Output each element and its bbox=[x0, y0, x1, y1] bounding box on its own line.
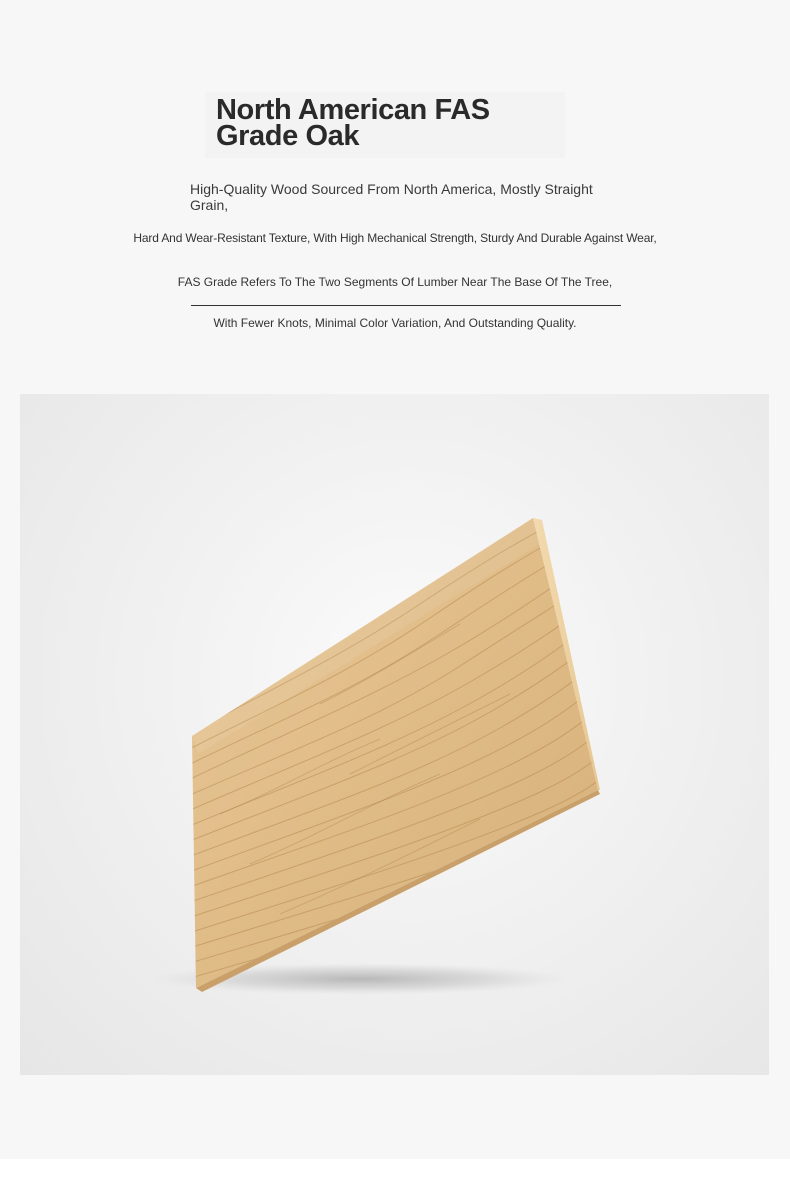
product-photo-panel bbox=[20, 394, 769, 1075]
section-divider bbox=[191, 305, 621, 306]
oak-board-illustration bbox=[20, 394, 769, 1075]
page-title: North American FAS Grade Oak bbox=[216, 94, 490, 152]
detail-line-fas-grade: FAS Grade Refers To The Two Segments Of Lumber Near The Base Of The Tree, bbox=[177, 275, 613, 289]
intro-subtitle: High-Quality Wood Sourced From North America, Mostly Straight Grain, bbox=[190, 181, 593, 213]
board-face bbox=[192, 518, 598, 988]
detail-line-texture: Hard And Wear-Resistant Texture, With High Mechanical Strength, Sturdy And Durable Against Wear, bbox=[133, 231, 657, 245]
detail-line-quality: With Fewer Knots, Minimal Color Variation, And Outstanding Quality. bbox=[213, 316, 577, 330]
